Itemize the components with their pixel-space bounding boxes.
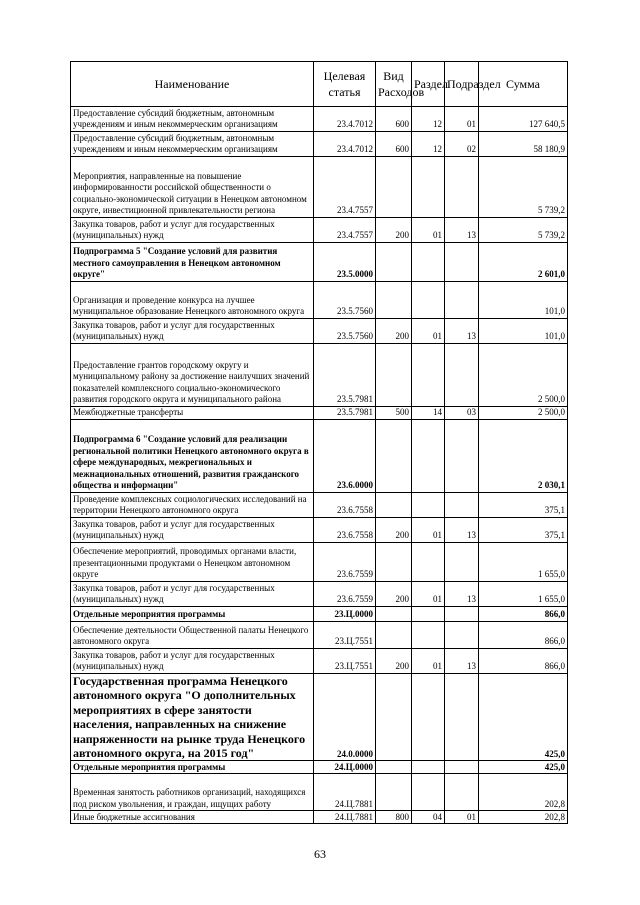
table-row (71, 132, 568, 157)
row-section: 01 (412, 319, 445, 344)
row-sum: 127 640,5 (479, 107, 568, 132)
row-name: Подпрограмма 5 "Создание условий для развития местного самоуправления в Ненецком автономном округе" (71, 243, 314, 282)
row-name: Закупка товаров, работ и услуг для государственных (муниципальных) нужд (71, 319, 314, 344)
row-section (412, 674, 445, 761)
row-expense-type (376, 674, 412, 761)
table-row (71, 649, 568, 674)
row-name: Межбюджетные трансферты (71, 407, 314, 420)
row-sum: 375,1 (479, 493, 568, 518)
header-target: Целевая статья (314, 62, 376, 107)
row-target-article: 23.4.7557 (314, 157, 376, 218)
row-sum: 1 655,0 (479, 543, 568, 582)
row-target-article: 23.Ц.7551 (314, 622, 376, 649)
row-section: 12 (412, 132, 445, 157)
row-target-article: 23.Ц.0000 (314, 607, 376, 622)
row-section (412, 493, 445, 518)
row-subsection: 01 (445, 107, 479, 132)
row-subsection (445, 243, 479, 282)
row-expense-type: 200 (376, 649, 412, 674)
row-sum: 425,0 (479, 761, 568, 774)
row-target-article: 23.6.7559 (314, 543, 376, 582)
table-row (71, 607, 568, 622)
table-row (71, 761, 568, 774)
row-sum: 2 500,0 (479, 344, 568, 407)
row-expense-type (376, 607, 412, 622)
row-subsection (445, 420, 479, 493)
row-name: Предоставление субсидий бюджетным, автономным учреждениям и иным некоммерческим организациям (71, 132, 314, 157)
row-target-article: 23.5.7981 (314, 407, 376, 420)
row-subsection (445, 282, 479, 319)
row-section (412, 344, 445, 407)
row-sum: 2 601,0 (479, 243, 568, 282)
row-target-article: 23.6.7558 (314, 518, 376, 543)
table-body (71, 107, 568, 824)
row-target-article: 23.Ц.7551 (314, 649, 376, 674)
table-row (71, 319, 568, 344)
row-target-article: 23.4.7012 (314, 132, 376, 157)
row-name: Проведение комплексных социологических исследований на территории Ненецкого автономного округа (71, 493, 314, 518)
row-subsection: 13 (445, 518, 479, 543)
table-row (71, 243, 568, 282)
row-section: 01 (412, 649, 445, 674)
row-target-article: 24.Ц.7881 (314, 811, 376, 824)
row-sum: 425,0 (479, 674, 568, 761)
row-sum: 1 655,0 (479, 582, 568, 607)
row-target-article: 24.Ц.7881 (314, 774, 376, 811)
row-target-article: 23.5.7560 (314, 319, 376, 344)
row-target-article: 23.4.7557 (314, 218, 376, 243)
row-name: Подпрограмма 6 "Создание условий для реализации региональной политики Ненецкого автономного округа в сфере международных, межрегиональных и межнациональных отношений, развития гражданского общества и информации" (71, 420, 314, 493)
row-expense-type: 200 (376, 319, 412, 344)
table-row (71, 493, 568, 518)
row-name: Закупка товаров, работ и услуг для государственных (муниципальных) нужд (71, 582, 314, 607)
row-subsection (445, 761, 479, 774)
row-expense-type (376, 774, 412, 811)
row-section: 01 (412, 218, 445, 243)
row-expense-type (376, 493, 412, 518)
header-row (71, 62, 568, 107)
row-name: Временная занятость работников организаций, находящихся под риском увольнения, и граждан, ищущих работу (71, 774, 314, 811)
table-row (71, 622, 568, 649)
row-target-article: 23.5.0000 (314, 243, 376, 282)
table-row (71, 774, 568, 811)
row-section (412, 774, 445, 811)
row-sum: 866,0 (479, 649, 568, 674)
row-expense-type: 600 (376, 107, 412, 132)
row-name: Мероприятия, направленные на повышение информированности российской общественности о социально-экономической ситуации в Ненецком автономном округе, инвестиционной привлекательности региона (71, 157, 314, 218)
row-name: Отдельные мероприятия программы (71, 607, 314, 622)
row-subsection (445, 622, 479, 649)
table-row (71, 344, 568, 407)
row-subsection: 13 (445, 649, 479, 674)
row-subsection (445, 607, 479, 622)
row-sum: 2 500,0 (479, 407, 568, 420)
row-section: 04 (412, 811, 445, 824)
row-section (412, 420, 445, 493)
row-subsection (445, 493, 479, 518)
row-name: Закупка товаров, работ и услуг для государственных (муниципальных) нужд (71, 218, 314, 243)
table-row (71, 518, 568, 543)
row-target-article: 24.Ц.0000 (314, 761, 376, 774)
row-sum: 101,0 (479, 282, 568, 319)
table-row (71, 282, 568, 319)
row-name: Отдельные мероприятия программы (71, 761, 314, 774)
row-expense-type: 200 (376, 582, 412, 607)
row-expense-type (376, 622, 412, 649)
table-row (71, 218, 568, 243)
row-expense-type: 500 (376, 407, 412, 420)
row-section (412, 622, 445, 649)
row-target-article: 23.5.7560 (314, 282, 376, 319)
row-section (412, 543, 445, 582)
row-section: 14 (412, 407, 445, 420)
row-expense-type (376, 543, 412, 582)
row-sum: 866,0 (479, 622, 568, 649)
row-section: 01 (412, 582, 445, 607)
header-razdel: Раздел (412, 62, 445, 107)
row-subsection: 03 (445, 407, 479, 420)
row-target-article: 23.5.7981 (314, 344, 376, 407)
row-name: Иные бюджетные ассигнования (71, 811, 314, 824)
row-subsection: 13 (445, 218, 479, 243)
table-row (71, 157, 568, 218)
row-section (412, 607, 445, 622)
row-expense-type: 800 (376, 811, 412, 824)
row-target-article: 24.0.0000 (314, 674, 376, 761)
row-expense-type (376, 761, 412, 774)
row-expense-type (376, 243, 412, 282)
table-row (71, 582, 568, 607)
row-name: Обеспечение мероприятий, проводимых органами власти, презентационными продуктами о Ненецком автономном округе (71, 543, 314, 582)
table-row (71, 811, 568, 824)
row-sum: 101,0 (479, 319, 568, 344)
row-sum: 866,0 (479, 607, 568, 622)
row-sum: 2 030,1 (479, 420, 568, 493)
row-subsection (445, 674, 479, 761)
row-section: 12 (412, 107, 445, 132)
header-summa: Сумма (479, 62, 568, 107)
row-name: Предоставление грантов городскому округу и муниципальному району за достижение наилучших значений показателей комплексного социально-экономического развития городского округа и муниципального района (71, 344, 314, 407)
row-subsection: 13 (445, 582, 479, 607)
row-sum: 202,8 (479, 811, 568, 824)
header-name: Наименование (71, 62, 314, 107)
table-row (71, 107, 568, 132)
row-name: Закупка товаров, работ и услуг для государственных (муниципальных) нужд (71, 649, 314, 674)
row-expense-type (376, 420, 412, 493)
row-name: Предоставление субсидий бюджетным, автономным учреждениям и иным некоммерческим организациям (71, 107, 314, 132)
row-subsection (445, 774, 479, 811)
row-section (412, 282, 445, 319)
row-subsection: 13 (445, 319, 479, 344)
page-number: 63 (314, 847, 326, 861)
row-name: Государственная программа Ненецкого автономного округа "О дополнительных мероприятиях в сфере занятости населения, направленных на снижение напряженности на рынке труда Ненецкого автономного округа, на 2015 год" (71, 674, 314, 761)
row-subsection (445, 157, 479, 218)
budget-table (70, 61, 568, 824)
header-podrazdel: Подраздел (445, 62, 479, 107)
row-sum: 202,8 (479, 774, 568, 811)
row-sum: 375,1 (479, 518, 568, 543)
row-section: 01 (412, 518, 445, 543)
row-subsection: 02 (445, 132, 479, 157)
table-row (71, 674, 568, 761)
row-subsection (445, 543, 479, 582)
row-name: Организация и проведение конкурса на лучшее муниципальное образование Ненецкого автономного округа (71, 282, 314, 319)
table-row (71, 420, 568, 493)
row-target-article: 23.6.0000 (314, 420, 376, 493)
row-target-article: 23.6.7559 (314, 582, 376, 607)
row-sum: 5 739,2 (479, 157, 568, 218)
row-expense-type (376, 282, 412, 319)
row-expense-type: 600 (376, 132, 412, 157)
row-target-article: 23.4.7012 (314, 107, 376, 132)
row-target-article: 23.6.7558 (314, 493, 376, 518)
row-subsection (445, 344, 479, 407)
row-expense-type: 200 (376, 218, 412, 243)
row-expense-type: 200 (376, 518, 412, 543)
row-expense-type (376, 157, 412, 218)
row-name: Закупка товаров, работ и услуг для государственных (муниципальных) нужд (71, 518, 314, 543)
header-vid: Вид Расходов (376, 62, 412, 107)
table-row (71, 543, 568, 582)
row-sum: 5 739,2 (479, 218, 568, 243)
row-expense-type (376, 344, 412, 407)
row-sum: 58 180,9 (479, 132, 568, 157)
row-subsection: 01 (445, 811, 479, 824)
row-section (412, 157, 445, 218)
row-section (412, 761, 445, 774)
row-name: Обеспечение деятельности Общественной палаты Ненецкого автономного округа (71, 622, 314, 649)
table-row (71, 407, 568, 420)
row-section (412, 243, 445, 282)
